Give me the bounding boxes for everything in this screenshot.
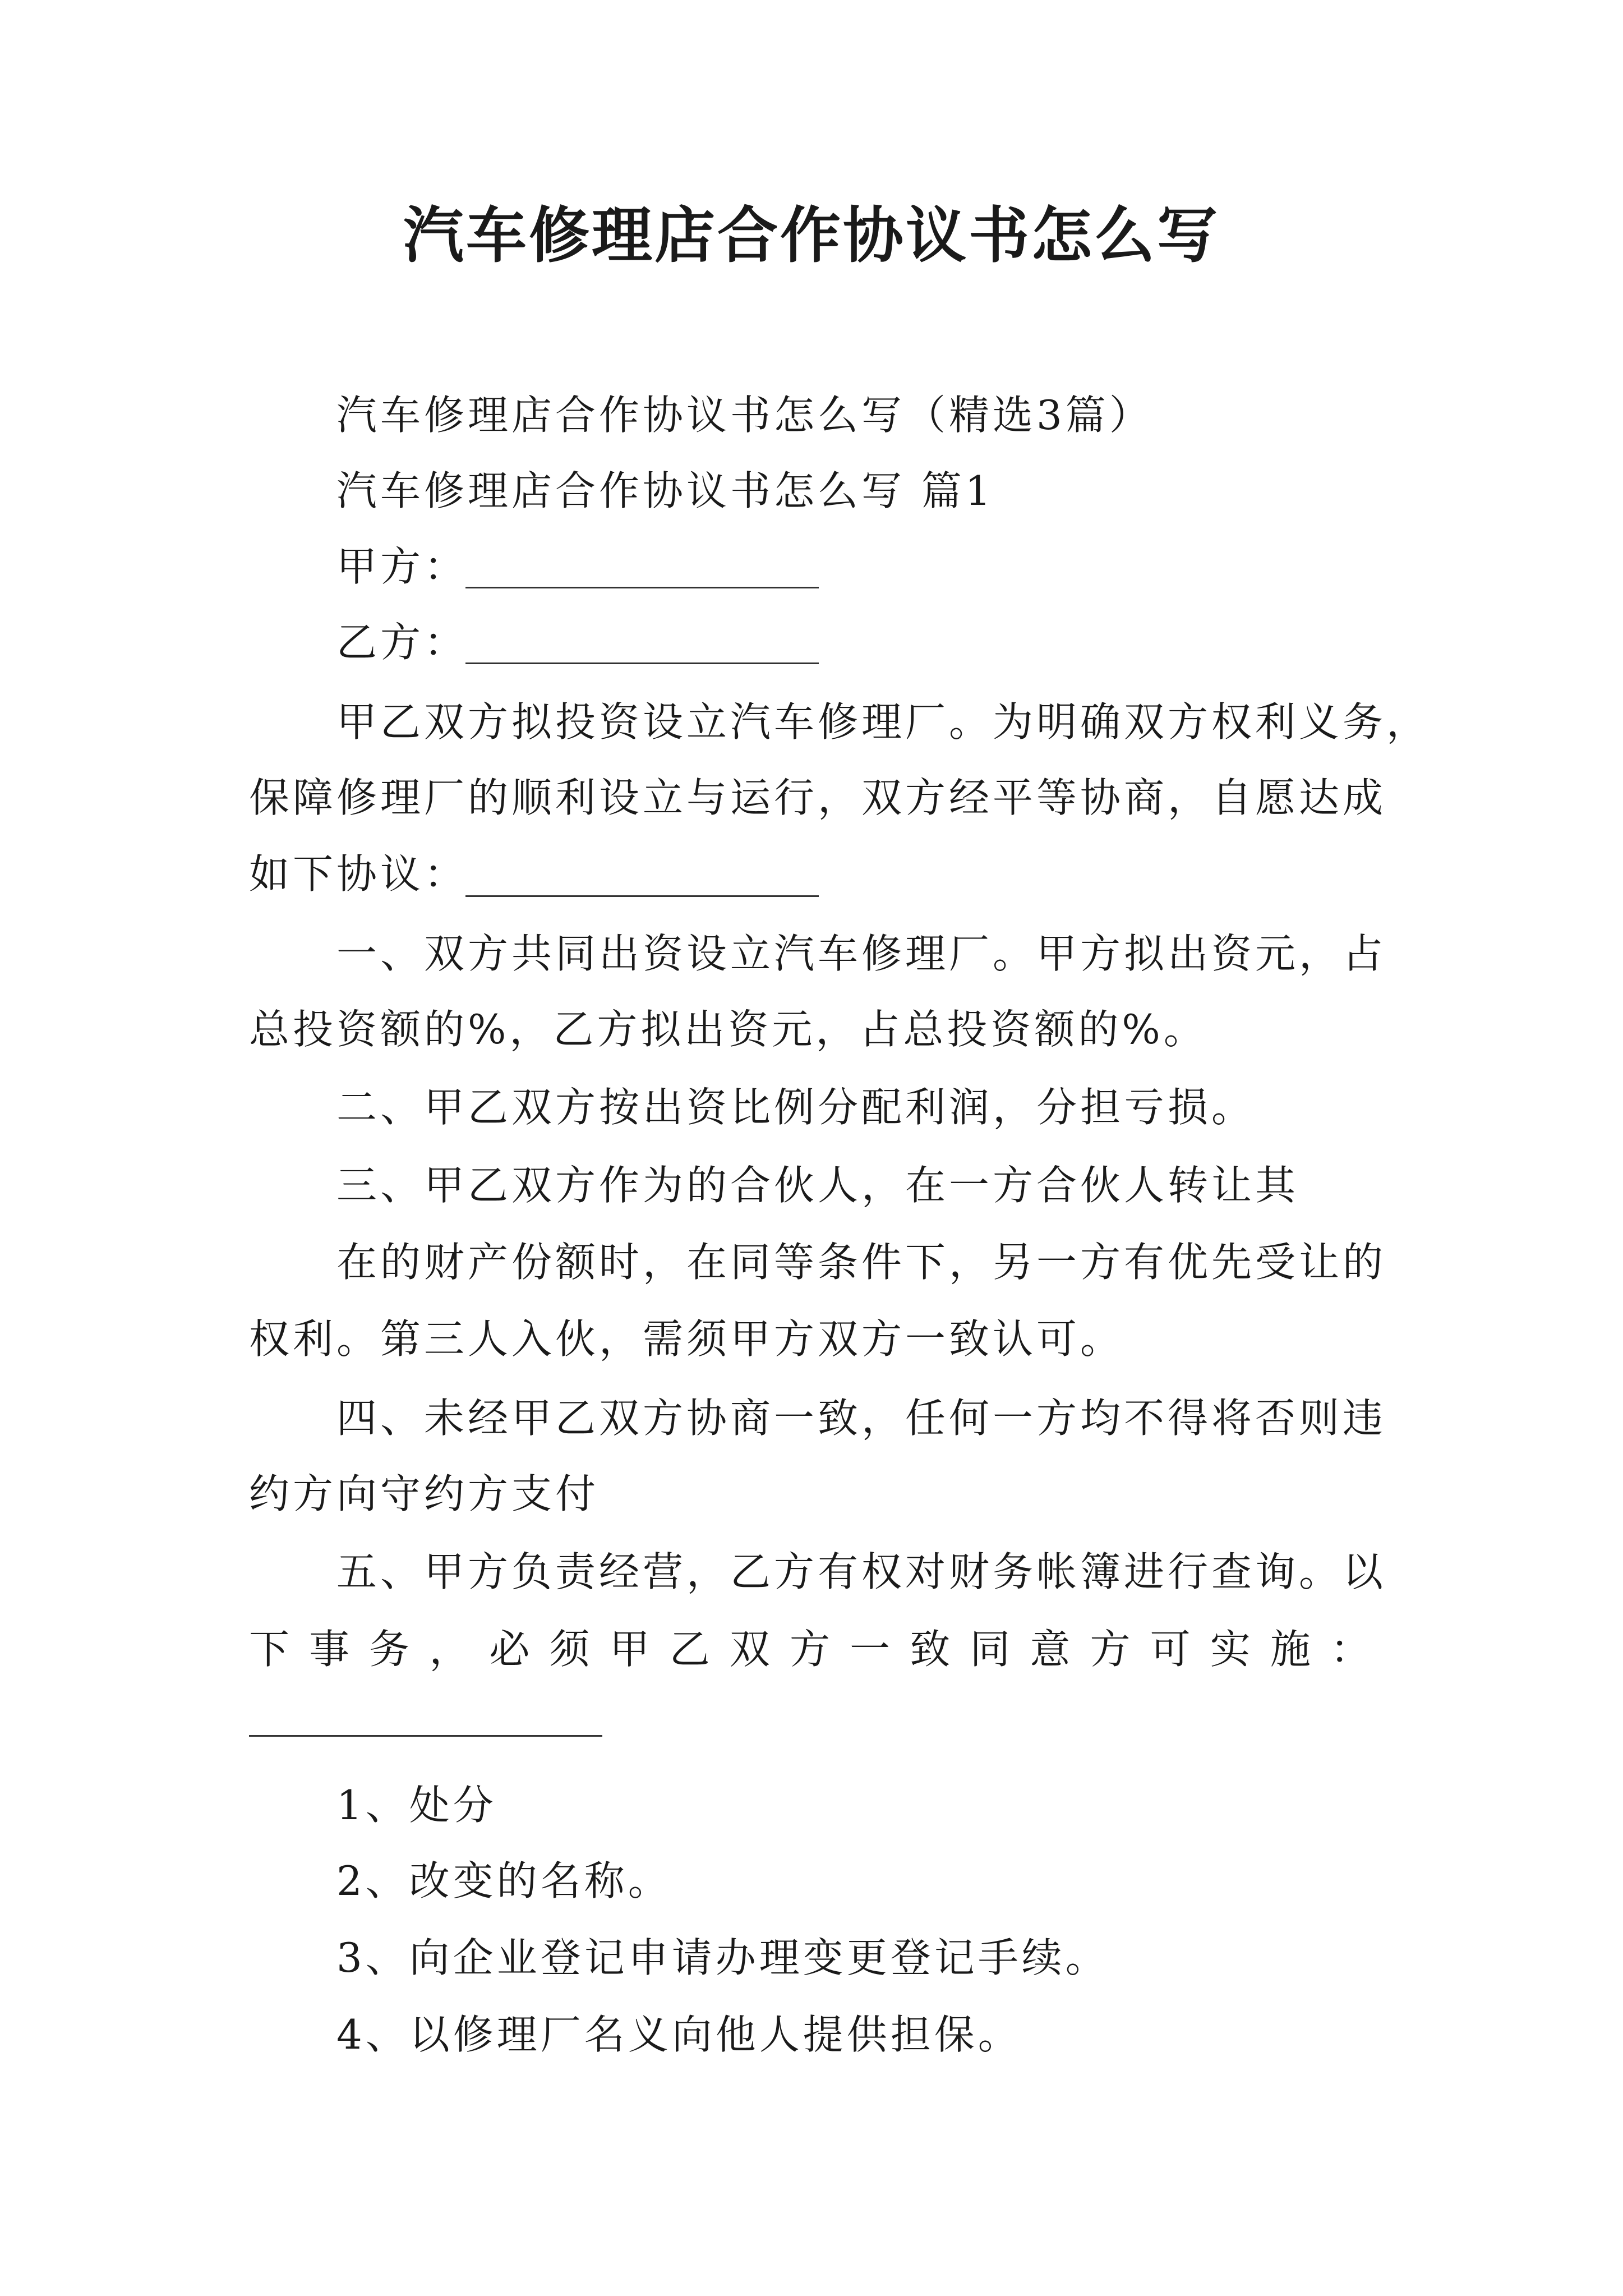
document-title: 汽车修理店合作协议书怎么写 <box>403 200 1220 271</box>
intro-line-3: 如下协议： <box>249 850 468 898</box>
clause-5-line-1: 五、甲方负责经营，乙方有权对财务帐簿进行查询。以 <box>336 1548 1387 1595</box>
section-heading: 汽车修理店合作协议书怎么写 篇1 <box>336 467 994 514</box>
party-b-label: 乙方： <box>336 619 468 666</box>
clause-3-line-1: 三、甲乙双方作为的合伙人，在一方合伙人转让其 <box>336 1162 1299 1209</box>
list-item: 1、处分 <box>336 1782 497 1829</box>
clause-5-blank <box>249 1735 602 1737</box>
list-item: 2、改变的名称。 <box>336 1857 672 1904</box>
clause-3-line-2: 在的财产份额时，在同等条件下，另一方有优先受让的 <box>336 1239 1387 1286</box>
party-a-label: 甲方： <box>336 543 468 590</box>
clause-1-line-2: 总投资额的%，乙方拟出资元，占总投资额的%。 <box>249 1006 1207 1053</box>
list-item: 4、以修理厂名义向他人提供担保。 <box>336 2011 1022 2058</box>
party-a-blank <box>465 587 819 588</box>
agreement-blank <box>465 895 819 897</box>
clause-5-line-2: 下事务，必须甲乙双方一致同意方可实施： <box>249 1626 1374 1673</box>
party-b-blank <box>465 662 819 664</box>
clause-1-line-1: 一、双方共同出资设立汽车修理厂。甲方拟出资元，占 <box>336 930 1387 977</box>
clause-2: 二、甲乙双方按出资比例分配利润，分担亏损。 <box>336 1084 1256 1131</box>
intro-line-1: 甲乙双方拟投资设立汽车修理厂。为明确双方权利义务， <box>336 698 1431 746</box>
clause-3-line-3: 权利。第三人入伙，需须甲方双方一致认可。 <box>249 1315 1124 1363</box>
clause-4-line-2: 约方向守约方支付 <box>249 1470 600 1517</box>
clause-4-line-1: 四、未经甲乙双方协商一致，任何一方均不得将否则违 <box>336 1395 1387 1442</box>
subtitle: 汽车修理店合作协议书怎么写（精选3篇） <box>336 392 1153 439</box>
intro-line-2: 保障修理厂的顺利设立与运行，双方经平等协商，自愿达成 <box>249 774 1387 821</box>
list-item: 3、向企业登记申请办理变更登记手续。 <box>336 1934 1109 1981</box>
